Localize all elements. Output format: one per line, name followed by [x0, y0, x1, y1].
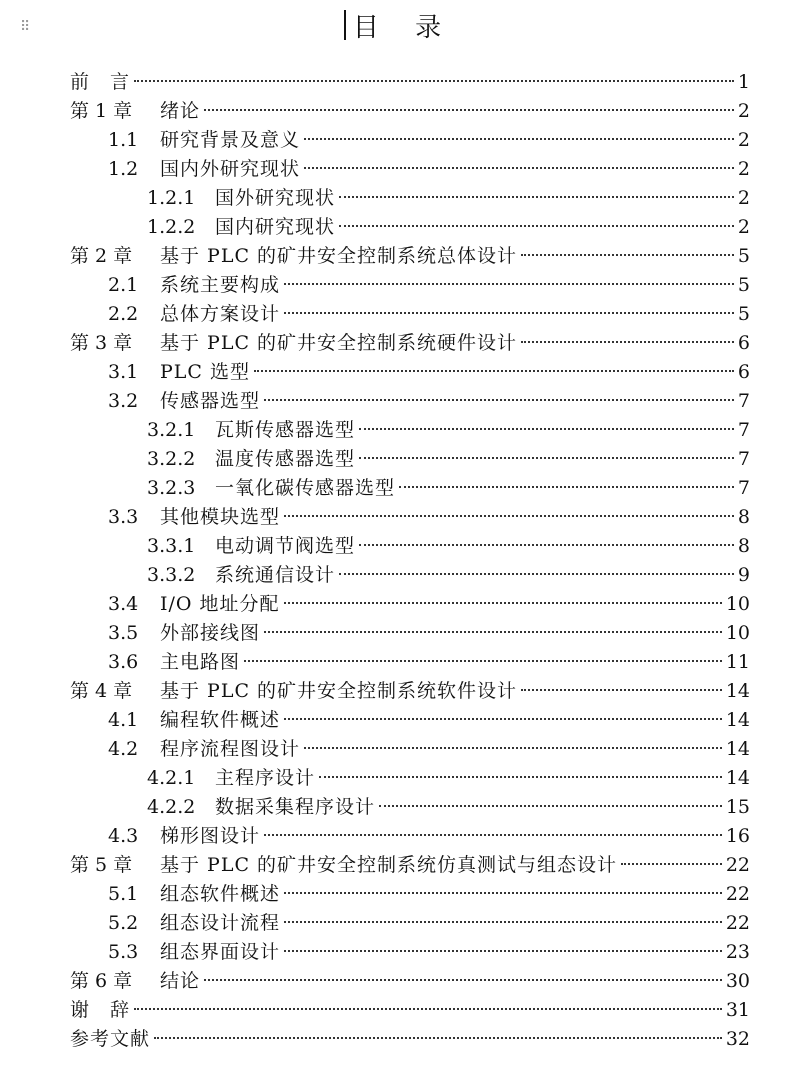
- toc-entry-number: 3.2.1: [147, 419, 196, 441]
- toc-entry-page: 2: [737, 100, 750, 122]
- toc-entry[interactable]: [70, 300, 750, 329]
- toc-entry[interactable]: [70, 503, 750, 532]
- toc-entry-page: 23: [725, 941, 750, 963]
- toc-entry[interactable]: [70, 590, 750, 619]
- toc-entry-number: 5.2: [108, 912, 139, 934]
- toc-entry-page: 9: [737, 564, 750, 586]
- toc-entry-number: 3.3.1: [147, 535, 196, 557]
- toc-dot-leader: [254, 370, 734, 372]
- toc-entry-title: 组态设计流程: [160, 912, 281, 934]
- toc-dot-leader: [339, 573, 734, 575]
- toc-entry[interactable]: [70, 677, 750, 706]
- toc-entry-title: 编程软件概述: [160, 709, 281, 731]
- toc-entry[interactable]: [70, 851, 750, 880]
- toc-entry-page: 14: [725, 709, 750, 731]
- toc-entry-page: 10: [725, 622, 750, 644]
- toc-entry-page: 22: [725, 854, 750, 876]
- toc-entry-title: 组态界面设计: [160, 941, 281, 963]
- toc-entry[interactable]: [70, 967, 750, 996]
- toc-dot-leader: [521, 254, 734, 256]
- toc-entry-number: 3.2.3: [147, 477, 196, 499]
- toc-entry-page: 30: [725, 970, 750, 992]
- toc-entry-number: 3.6: [108, 651, 139, 673]
- toc-entry-title: 一氧化碳传感器选型: [215, 477, 396, 499]
- toc-entry-page: 7: [737, 477, 750, 499]
- toc-entry[interactable]: [70, 126, 750, 155]
- toc-entry-title: 系统通信设计: [215, 564, 336, 586]
- toc-entry-number: 5.3: [108, 941, 139, 963]
- toc-entry-title: 数据采集程序设计: [215, 796, 376, 818]
- toc-entry-title: 基于 PLC 的矿井安全控制系统仿真测试与组态设计: [160, 854, 618, 876]
- toc-entry[interactable]: [70, 358, 750, 387]
- toc-entry-page: 5: [737, 245, 750, 267]
- drag-handle-icon[interactable]: ⠿: [20, 19, 30, 35]
- toc-dot-leader: [339, 225, 734, 227]
- toc-entry-number: 第 6 章: [70, 970, 133, 992]
- toc-entry[interactable]: [70, 1025, 750, 1054]
- toc-entry-page: 14: [725, 767, 750, 789]
- toc-entry-number: 3.2.2: [147, 448, 196, 470]
- toc-dot-leader: [284, 892, 722, 894]
- toc-dot-leader: [284, 921, 722, 923]
- toc-entry[interactable]: [70, 68, 750, 97]
- toc-entry[interactable]: [70, 880, 750, 909]
- toc-entry-title: 绪论: [160, 100, 201, 122]
- toc-entry-page: 31: [725, 999, 750, 1021]
- toc-dot-leader: [319, 776, 722, 778]
- toc-entry-page: 2: [737, 129, 750, 151]
- toc-entry-title: 主电路图: [160, 651, 241, 673]
- toc-entry[interactable]: [70, 271, 750, 300]
- toc-entry[interactable]: [70, 184, 750, 213]
- toc-entry-number: 4.2.1: [147, 767, 196, 789]
- toc-entry-page: 5: [737, 274, 750, 296]
- toc-entry[interactable]: [70, 561, 750, 590]
- toc-entry-page: 1: [737, 71, 750, 93]
- toc-entry-number: 2.1: [108, 274, 139, 296]
- toc-entry[interactable]: [70, 735, 750, 764]
- toc-entry-title: 基于 PLC 的矿井安全控制系统总体设计: [160, 245, 518, 267]
- toc-entry-number: 3.5: [108, 622, 139, 644]
- toc-dot-leader: [621, 863, 722, 865]
- toc-dot-leader: [284, 718, 722, 720]
- toc-entry-page: 10: [725, 593, 750, 615]
- toc-entry-title: 参考文献: [70, 1028, 151, 1050]
- toc-dot-leader: [244, 660, 722, 662]
- toc-dot-leader: [379, 805, 722, 807]
- toc-entry[interactable]: [70, 648, 750, 677]
- toc-entry-number: 4.2.2: [147, 796, 196, 818]
- title-bar: [0, 10, 799, 46]
- toc-entry-number: 3.3.2: [147, 564, 196, 586]
- toc-dot-leader: [359, 428, 734, 430]
- toc-dot-leader: [284, 515, 734, 517]
- toc-dot-leader: [284, 950, 722, 952]
- toc-entry-title: I/O 地址分配: [160, 593, 280, 615]
- toc-entry-title: 基于 PLC 的矿井安全控制系统硬件设计: [160, 332, 518, 354]
- toc-dot-leader: [284, 312, 734, 314]
- toc-dot-leader: [264, 631, 722, 633]
- toc-entry-page: 2: [737, 187, 750, 209]
- toc-entry-number: 3.2: [108, 390, 139, 412]
- toc-entry-number: 4.1: [108, 709, 139, 731]
- toc-entry-page: 2: [737, 158, 750, 180]
- toc-entry-number: 3.4: [108, 593, 139, 615]
- toc-entry-number: 第 3 章: [70, 332, 133, 354]
- toc-dot-leader: [304, 138, 734, 140]
- toc-entry[interactable]: [70, 213, 750, 242]
- toc-dot-leader: [264, 399, 734, 401]
- toc-entry-page: 32: [725, 1028, 750, 1050]
- toc-entry-title: 国内外研究现状: [160, 158, 301, 180]
- toc-entry-page: 8: [737, 506, 750, 528]
- toc-entry-title: 电动调节阀选型: [215, 535, 356, 557]
- toc-entry-page: 15: [725, 796, 750, 818]
- toc-entry-number: 3.1: [108, 361, 139, 383]
- toc-entry-title: 国内研究现状: [215, 216, 336, 238]
- toc-entry-title: 梯形图设计: [160, 825, 261, 847]
- toc-dot-leader: [359, 544, 734, 546]
- toc-entry-page: 11: [725, 651, 750, 673]
- toc-entry[interactable]: [70, 619, 750, 648]
- toc-entry-number: 3.3: [108, 506, 139, 528]
- toc-entry-page: 7: [737, 419, 750, 441]
- toc-entry[interactable]: [70, 242, 750, 271]
- toc-entry[interactable]: [70, 996, 750, 1025]
- toc-entry-page: 6: [737, 361, 750, 383]
- toc-entry-title: 谢 辞: [70, 999, 131, 1021]
- toc-entry[interactable]: [70, 329, 750, 358]
- toc-entry[interactable]: [70, 532, 750, 561]
- toc-dot-leader: [399, 486, 734, 488]
- toc-entry[interactable]: [70, 445, 750, 474]
- toc-entry[interactable]: [70, 474, 750, 503]
- toc-entry-number: 4.2: [108, 738, 139, 760]
- toc-dot-leader: [284, 283, 734, 285]
- toc-dot-leader: [521, 689, 722, 691]
- toc-dot-leader: [521, 341, 734, 343]
- toc-entry-number: 第 1 章: [70, 100, 133, 122]
- toc-entry-page: 14: [725, 738, 750, 760]
- toc-entry-number: 第 5 章: [70, 854, 133, 876]
- toc-entry[interactable]: [70, 416, 750, 445]
- toc-entry-number: 1.2.1: [147, 187, 196, 209]
- toc-entry-title: 组态软件概述: [160, 883, 281, 905]
- toc-entry-title: 前 言: [70, 71, 131, 93]
- toc-entry-title: 瓦斯传感器选型: [215, 419, 356, 441]
- toc-entry-page: 7: [737, 448, 750, 470]
- toc-entry-title: 程序流程图设计: [160, 738, 301, 760]
- toc-dot-leader: [359, 457, 734, 459]
- toc-entry[interactable]: [70, 97, 750, 126]
- toc-dot-leader: [339, 196, 734, 198]
- toc-entry-page: 5: [737, 303, 750, 325]
- toc-entry[interactable]: [70, 387, 750, 416]
- toc-entry-page: 7: [737, 390, 750, 412]
- toc-entry-title: PLC 选型: [160, 361, 250, 383]
- toc-entry-number: 1.2.2: [147, 216, 196, 238]
- toc-entry-page: 22: [725, 883, 750, 905]
- toc-entry-page: 22: [725, 912, 750, 934]
- table-of-contents: [70, 68, 750, 1054]
- toc-entry-title: 系统主要构成: [160, 274, 281, 296]
- toc-entry[interactable]: [70, 909, 750, 938]
- toc-entry-number: 5.1: [108, 883, 139, 905]
- toc-entry-number: 2.2: [108, 303, 139, 325]
- toc-entry-number: 4.3: [108, 825, 139, 847]
- toc-dot-leader: [304, 167, 734, 169]
- toc-dot-leader: [134, 1008, 722, 1010]
- toc-entry-number: 1.1: [108, 129, 139, 151]
- toc-entry-title: 总体方案设计: [160, 303, 281, 325]
- toc-entry-page: 2: [737, 216, 750, 238]
- toc-entry-title: 传感器选型: [160, 390, 261, 412]
- text-cursor: [344, 10, 346, 40]
- page-title: 目 录: [352, 13, 456, 43]
- toc-dot-leader: [304, 747, 722, 749]
- toc-entry-title: 国外研究现状: [215, 187, 336, 209]
- toc-entry-number: 第 2 章: [70, 245, 133, 267]
- toc-dot-leader: [134, 80, 734, 82]
- toc-dot-leader: [264, 834, 722, 836]
- toc-entry[interactable]: [70, 764, 750, 793]
- toc-entry-title: 研究背景及意义: [160, 129, 301, 151]
- toc-entry[interactable]: [70, 793, 750, 822]
- toc-entry-title: 主程序设计: [215, 767, 316, 789]
- toc-entry[interactable]: [70, 822, 750, 851]
- toc-entry[interactable]: [70, 938, 750, 967]
- toc-entry-number: 第 4 章: [70, 680, 133, 702]
- toc-entry-title: 外部接线图: [160, 622, 261, 644]
- toc-dot-leader: [154, 1037, 722, 1039]
- toc-entry-title: 其他模块选型: [160, 506, 281, 528]
- toc-entry-title: 结论: [160, 970, 201, 992]
- toc-dot-leader: [284, 602, 722, 604]
- toc-entry[interactable]: [70, 706, 750, 735]
- toc-entry-page: 14: [725, 680, 750, 702]
- toc-entry-page: 6: [737, 332, 750, 354]
- toc-entry-title: 温度传感器选型: [215, 448, 356, 470]
- toc-dot-leader: [204, 109, 734, 111]
- toc-entry-page: 16: [725, 825, 750, 847]
- toc-entry[interactable]: [70, 155, 750, 184]
- toc-entry-page: 8: [737, 535, 750, 557]
- toc-dot-leader: [204, 979, 722, 981]
- toc-entry-title: 基于 PLC 的矿井安全控制系统软件设计: [160, 680, 518, 702]
- toc-entry-number: 1.2: [108, 158, 139, 180]
